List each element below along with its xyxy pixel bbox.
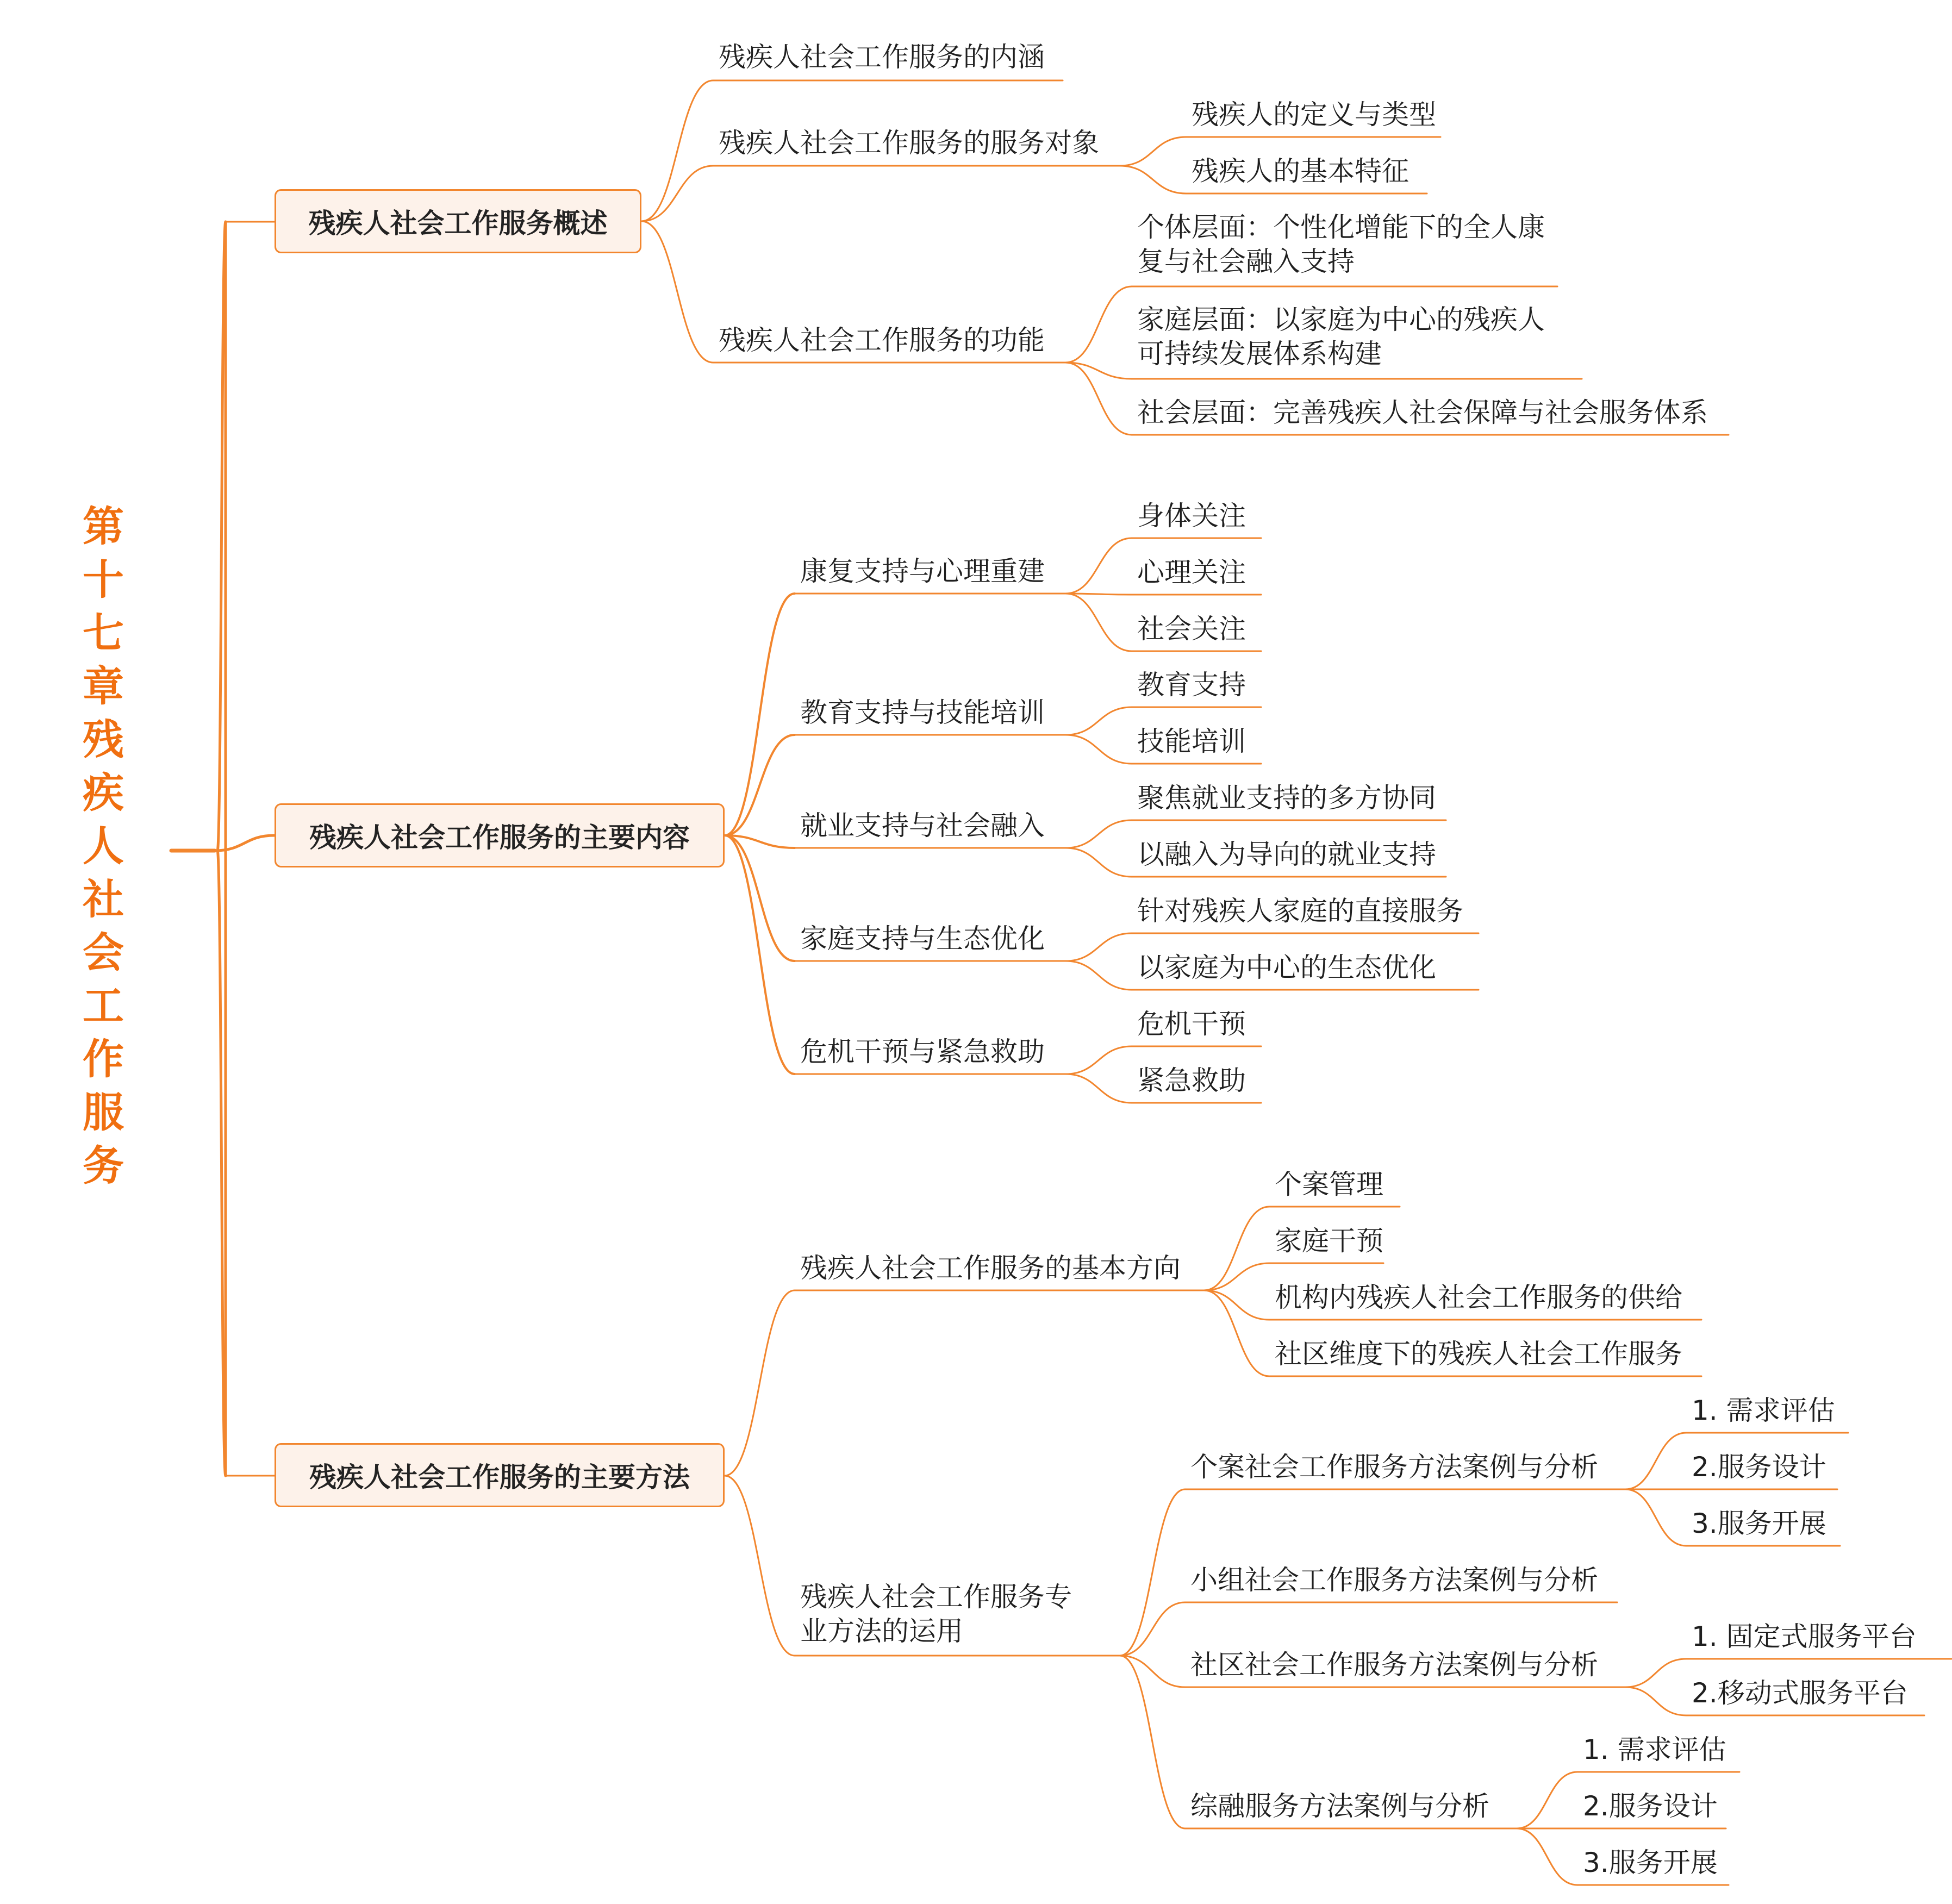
link-s1-t1-c0 <box>1120 137 1186 166</box>
leaf-family-intervention[interactable]: 家庭干预 <box>1275 1225 1383 1257</box>
link-s3-t0 <box>725 1290 795 1476</box>
leaf-definition-types[interactable]: 残疾人的定义与类型 <box>1192 99 1436 130</box>
link-s2-t4-c1 <box>1065 1074 1132 1103</box>
topic-function[interactable]: 残疾人社会工作服务的功能 <box>719 324 1045 356</box>
topic-crisis[interactable]: 危机干预与紧急救助 <box>800 1036 1045 1068</box>
link-comm-c0 <box>1625 1659 1686 1687</box>
link-s1-t2-c0 <box>1065 286 1132 363</box>
leaf-integration-employment[interactable]: 以融入为导向的就业支持 <box>1137 839 1436 870</box>
leaf-skill-training[interactable]: 技能培训 <box>1137 726 1246 757</box>
subtopic-casework[interactable]: 个案社会工作服务方法案例与分析 <box>1190 1451 1598 1483</box>
subtopic-community-work[interactable]: 社区社会工作服务方法案例与分析 <box>1190 1649 1598 1681</box>
leaf-int-design[interactable]: 2.服务设计 <box>1583 1790 1718 1822</box>
leaf-education-support[interactable]: 教育支持 <box>1137 669 1246 701</box>
leaf-community-dimension[interactable]: 社区维度下的残疾人社会工作服务 <box>1275 1338 1682 1370</box>
topic-connotation[interactable]: 残疾人社会工作服务的内涵 <box>719 41 1045 73</box>
leaf-case-delivery[interactable]: 3.服务开展 <box>1692 1508 1826 1539</box>
leaf-multi-coop[interactable]: 聚焦就业支持的多方协同 <box>1137 782 1436 814</box>
topic-family-support[interactable]: 家庭支持与生态优化 <box>800 923 1045 954</box>
link-s3-sub1 <box>1120 1602 1185 1656</box>
root-title: 第十七章残疾人社会工作服务 <box>83 502 124 1190</box>
link-s2-t3-c0 <box>1065 933 1132 961</box>
section-main-content[interactable]: 残疾人社会工作服务的主要内容 <box>275 803 725 867</box>
link-s2-t0-c0 <box>1065 538 1132 594</box>
leaf-society-level[interactable]: 社会层面：完善残疾人社会保障与社会服务体系 <box>1137 397 1708 428</box>
topic-education[interactable]: 教育支持与技能培训 <box>800 697 1045 728</box>
link-s3-t0-c2 <box>1204 1290 1269 1320</box>
leaf-crisis-intervention[interactable]: 危机干预 <box>1137 1008 1246 1040</box>
link-case-c2 <box>1625 1489 1686 1546</box>
link-s2-t2-c0 <box>1065 820 1132 848</box>
section-overview[interactable]: 残疾人社会工作服务概述 <box>275 189 641 253</box>
link-s1-t1-c1 <box>1120 166 1186 193</box>
link-case-c0 <box>1625 1433 1686 1489</box>
link-s3-t0-c3 <box>1204 1290 1269 1376</box>
link-s2-t1 <box>725 735 795 835</box>
leaf-family-direct[interactable]: 针对残疾人家庭的直接服务 <box>1137 895 1463 927</box>
link-s2-t0-c1 <box>1065 594 1132 595</box>
link-s2-t2-c1 <box>1065 848 1132 877</box>
leaf-family-level[interactable]: 家庭层面：以家庭为中心的残疾人可持续发展体系构建 <box>1137 304 1545 370</box>
leaf-physical[interactable]: 身体关注 <box>1137 500 1246 532</box>
link-s2-t0 <box>725 594 795 835</box>
link-s3-t0-c1 <box>1204 1263 1269 1290</box>
topic-professional-methods[interactable]: 残疾人社会工作服务专业方法的运用 <box>800 1581 1072 1647</box>
link-s3-t1 <box>725 1476 795 1656</box>
link-s1-t1 <box>641 166 713 221</box>
link-s1-t2-c2 <box>1065 363 1132 435</box>
link-s1-t0 <box>641 80 713 221</box>
link-int-c0 <box>1517 1772 1577 1828</box>
leaf-case-design[interactable]: 2.服务设计 <box>1692 1451 1826 1483</box>
leaf-family-ecology[interactable]: 以家庭为中心的生态优化 <box>1137 952 1436 983</box>
leaf-basic-features[interactable]: 残疾人的基本特征 <box>1192 155 1409 187</box>
leaf-institutional-supply[interactable]: 机构内残疾人社会工作服务的供给 <box>1275 1282 1682 1313</box>
link-s2-t2 <box>725 835 795 848</box>
leaf-individual-level[interactable]: 个体层面：个性化增能下的全人康复与社会融入支持 <box>1137 211 1545 277</box>
link-int-c2 <box>1517 1828 1577 1885</box>
leaf-case-management[interactable]: 个案管理 <box>1275 1169 1383 1200</box>
link-s2-t4-c0 <box>1065 1046 1132 1074</box>
link-s2-t3 <box>725 835 795 961</box>
leaf-mobile-platform[interactable]: 2.移动式服务平台 <box>1692 1677 1908 1709</box>
link-s2-t0-c2 <box>1065 594 1132 651</box>
leaf-emergency-aid[interactable]: 紧急救助 <box>1137 1065 1246 1096</box>
topic-rehab[interactable]: 康复支持与心理重建 <box>800 555 1045 587</box>
link-s2-t1-c1 <box>1065 735 1132 764</box>
section-main-methods[interactable]: 残疾人社会工作服务的主要方法 <box>275 1443 725 1507</box>
leaf-social[interactable]: 社会关注 <box>1137 613 1246 645</box>
leaf-fixed-platform[interactable]: 1. 固定式服务平台 <box>1692 1621 1917 1652</box>
leaf-int-needs[interactable]: 1. 需求评估 <box>1583 1734 1726 1765</box>
link-s3-sub3 <box>1120 1656 1185 1828</box>
link-s3-sub0 <box>1120 1489 1185 1656</box>
leaf-int-delivery[interactable]: 3.服务开展 <box>1583 1847 1718 1878</box>
topic-basic-direction[interactable]: 残疾人社会工作服务的基本方向 <box>800 1252 1181 1284</box>
root-to-s2 <box>215 835 275 851</box>
link-s1-t2 <box>641 221 713 363</box>
subtopic-integrated[interactable]: 综融服务方法案例与分析 <box>1190 1790 1489 1822</box>
link-s2-t3-c1 <box>1065 961 1132 990</box>
subtopic-groupwork[interactable]: 小组社会工作服务方法案例与分析 <box>1190 1564 1598 1596</box>
topic-employment[interactable]: 就业支持与社会融入 <box>800 810 1045 841</box>
link-s3-sub2 <box>1120 1656 1185 1687</box>
leaf-case-needs[interactable]: 1. 需求评估 <box>1692 1395 1835 1426</box>
link-s2-t1-c0 <box>1065 707 1132 735</box>
leaf-psych[interactable]: 心理关注 <box>1137 557 1246 588</box>
link-comm-c1 <box>1625 1687 1686 1715</box>
link-s2-t4 <box>725 835 795 1074</box>
topic-service-target[interactable]: 残疾人社会工作服务的服务对象 <box>719 127 1099 159</box>
